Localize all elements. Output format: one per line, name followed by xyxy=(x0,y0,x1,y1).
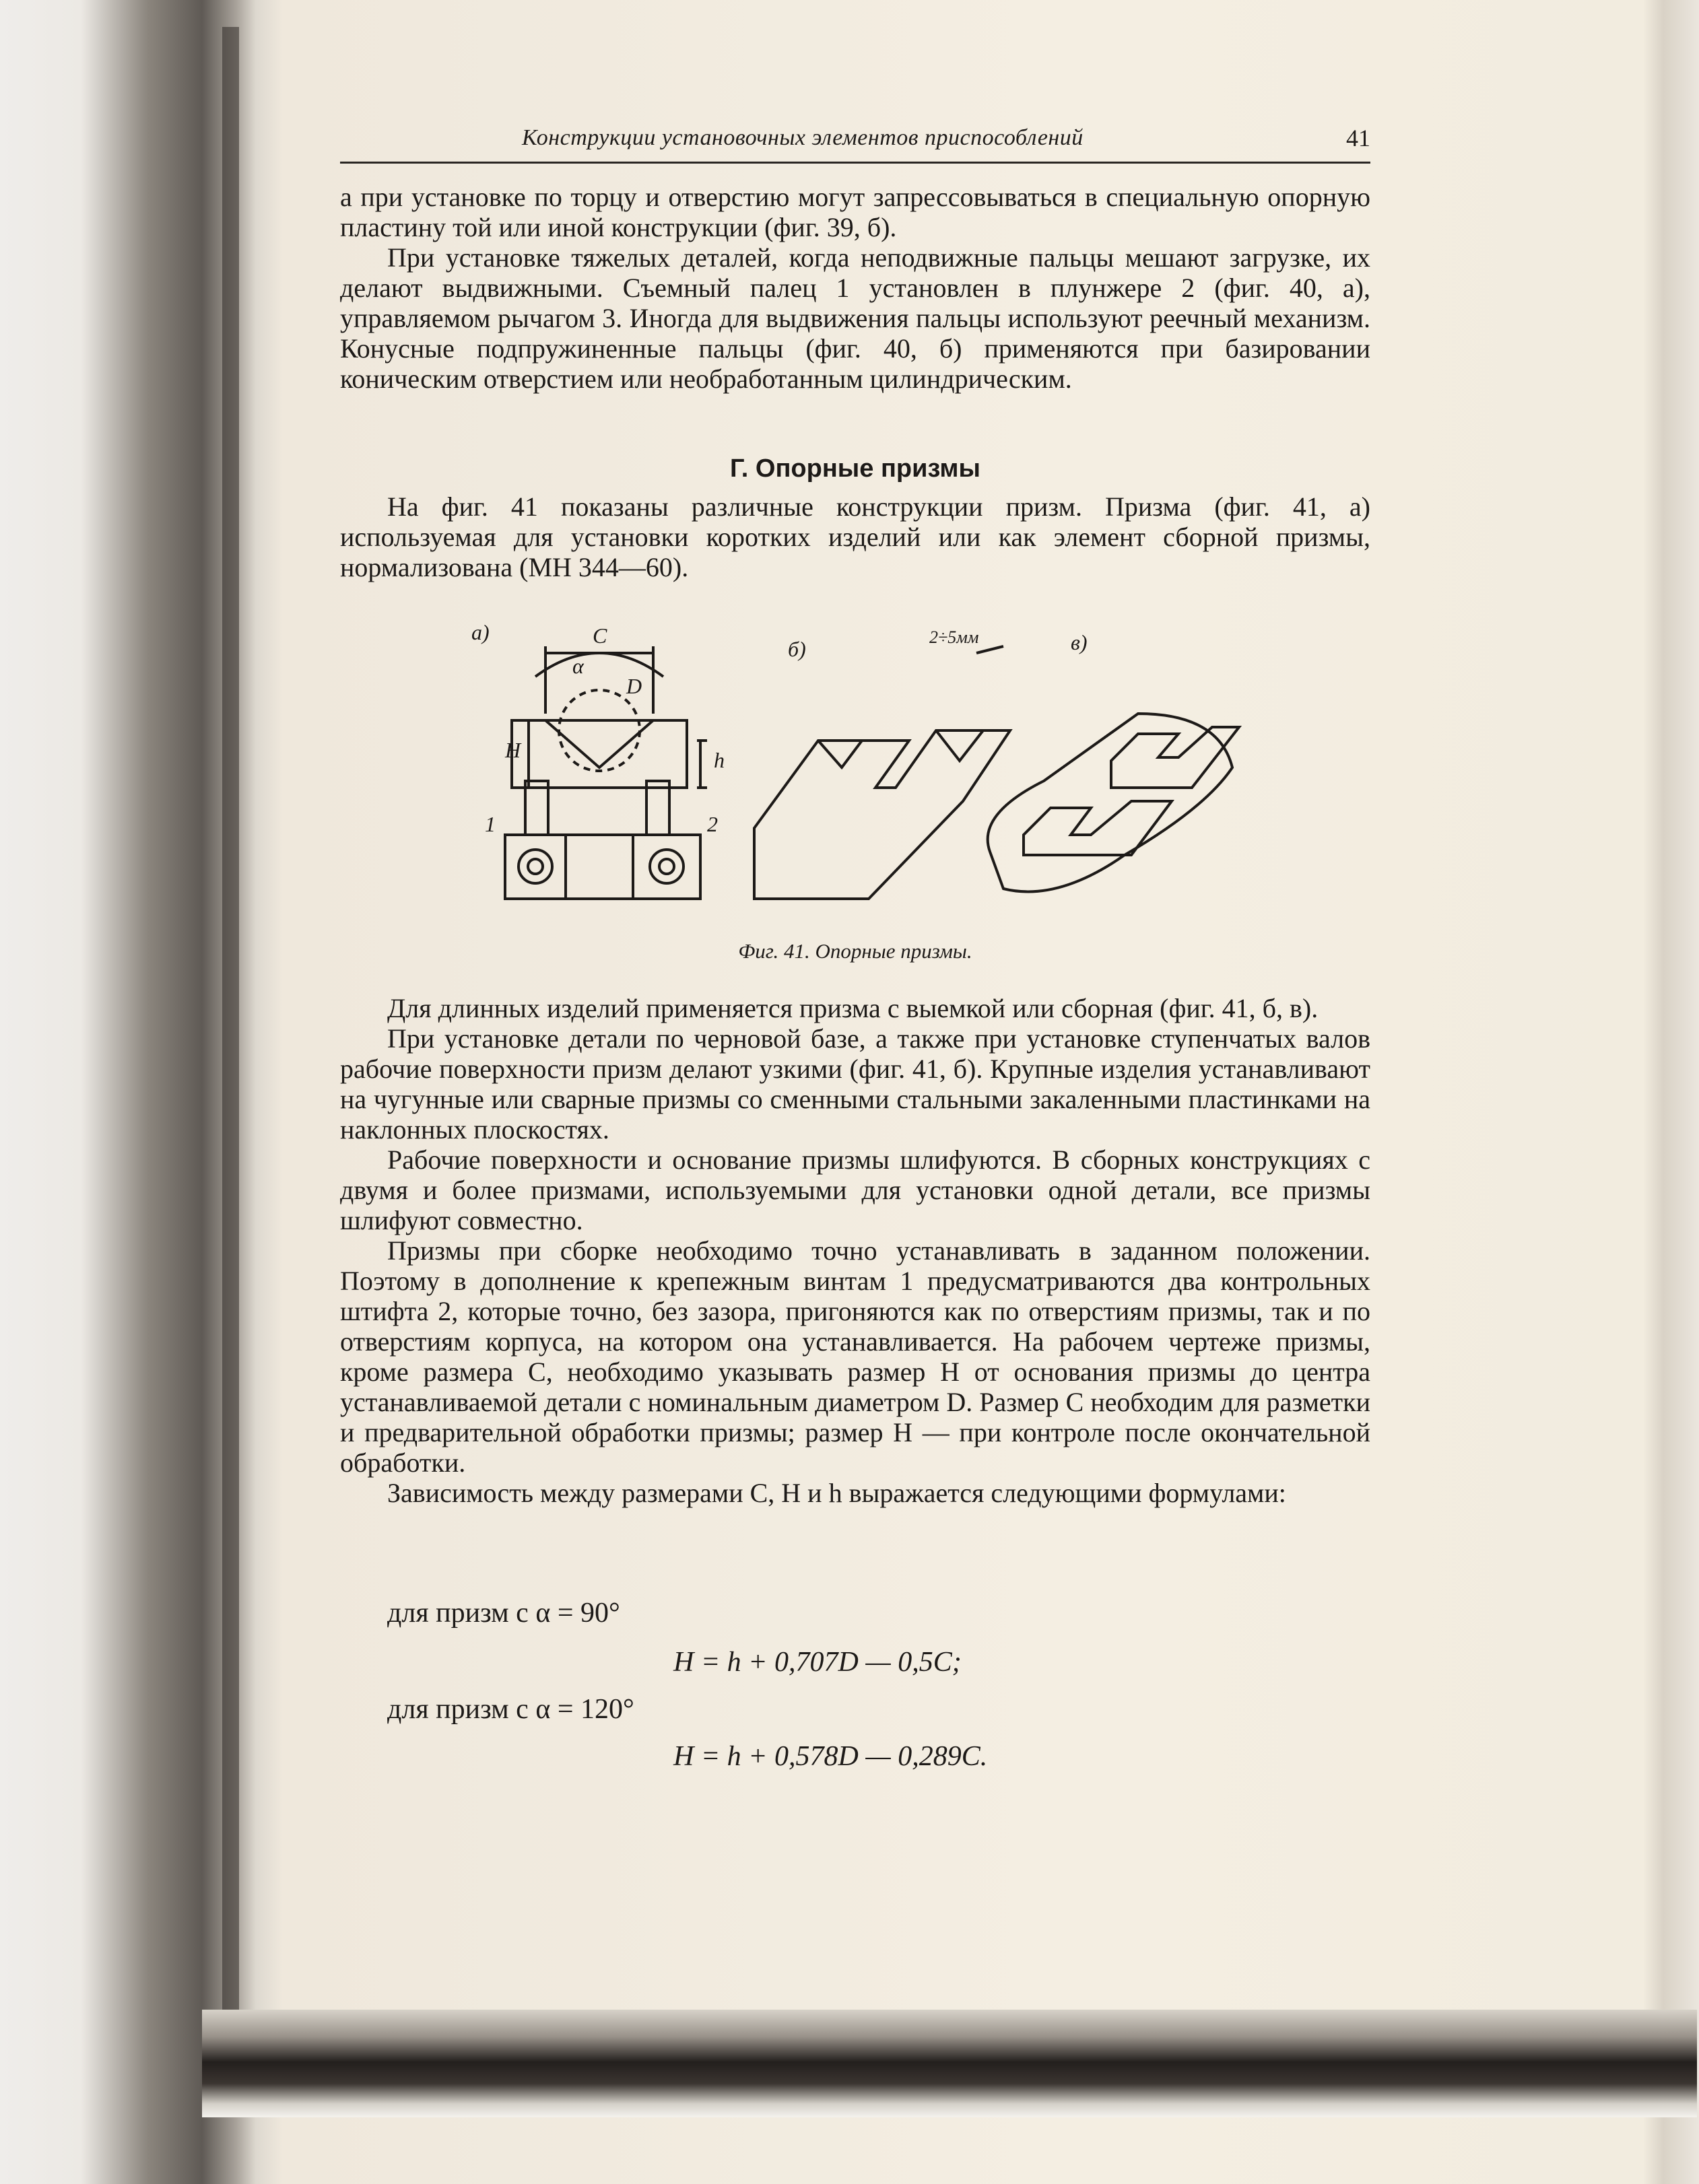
text-block-2 xyxy=(340,491,1370,582)
dim-alpha-label: α xyxy=(572,654,584,678)
callout-2: 2 xyxy=(707,812,718,836)
book-spine-shadow xyxy=(222,27,239,2087)
label-b: б) xyxy=(788,637,806,661)
dim-H-label: H xyxy=(505,738,521,762)
label-v: в) xyxy=(1071,630,1088,654)
formula-intro-1: для призм с α = 90° xyxy=(387,1598,620,1629)
paragraph-1: а при установке по торцу и отверстию могут запрессовываться в специальную опорную пластину той или иной конструкции (фиг. 39, б). xyxy=(340,182,1370,242)
figure-caption: Фиг. 41. Опорные призмы. xyxy=(738,939,972,963)
prism-v-block-front xyxy=(1024,801,1172,855)
dim-d-label: D xyxy=(626,674,642,698)
prism-b-gap-leader xyxy=(976,646,1003,653)
prism-b-groove-2 xyxy=(936,730,983,761)
label-a: а) xyxy=(471,620,490,644)
angle-arc xyxy=(535,653,663,677)
running-head xyxy=(340,121,1370,164)
formula-2: H = h + 0,578D — 0,289C. xyxy=(673,1741,988,1772)
plan-groove-lines xyxy=(566,835,633,899)
running-title: Конструкции установочных элементов приспособлений xyxy=(522,125,1084,150)
dimension-H-line xyxy=(525,720,535,788)
paragraph-8: Зависимость между размерами C, H и h выражается следующими формулами: xyxy=(387,1478,1286,1508)
dimension-h-line xyxy=(697,741,707,788)
paragraph-2: При установке тяжелых деталей, когда неподвижные пальцы мешают загрузке, их делают выдвижными. Съемный палец 1 установлен в плунжере 2 (фиг. 40, а), управляемом рычагом 3. Иногда для выдвижения пальцы используют реечный механизм. Конусные подпружиненные пальцы (фиг. 40, б) применяются при базировании коническим отверстием или необработанным цилиндрическим. xyxy=(340,242,1370,394)
prism-b-groove-1 xyxy=(818,741,862,767)
prism-a-plan-outline xyxy=(505,835,700,899)
figure-41-drawing xyxy=(465,613,1259,902)
callout-1: 1 xyxy=(485,812,496,836)
workpiece-circle xyxy=(559,690,640,771)
prism-v-block-back xyxy=(1111,727,1239,788)
dim-c-label: C xyxy=(593,623,607,648)
prism-a-section-outline xyxy=(512,720,687,788)
page-number: 41 xyxy=(1346,125,1370,151)
dim-gap-label: 2÷5мм xyxy=(929,627,979,647)
formula-intro-2: для призм с α = 120° xyxy=(387,1694,634,1725)
text-block-1 xyxy=(340,182,1370,394)
section-heading: Г. Опорные призмы xyxy=(730,454,980,483)
prism-b-outline xyxy=(754,730,1010,899)
dim-h-label: h xyxy=(714,748,725,772)
paragraph-4: Для длинных изделий применяется призма с выемкой или сборная (фиг. 41, б, в). xyxy=(387,993,1319,1023)
paragraph-3: На фиг. 41 показаны различные конструкции призм. Призма (фиг. 41, а) используемая для установки коротких изделий или как элемент сборной призмы, нормализована (МН 344—60). xyxy=(340,491,1370,582)
formula-1: H = h + 0,707D — 0,5C; xyxy=(673,1647,962,1678)
page-bottom-edge xyxy=(202,2010,1697,2117)
paragraph-7: Призмы при сборке необходимо точно устанавливать в заданном положении. Поэтому в дополнение к крепежным винтам 1 предусматриваются два контрольных штифта 2, которые точно, без зазора, пригоняются как по отверстиям призмы, так и по отверстиям корпуса, на котором она устанавливается. На рабочем чертеже призмы, кроме размера C, необходимо указывать размер H от основания призмы до центра устанавливаемой детали с номинальным диаметром D. Размер C необходим для разметки и предварительной обработки призмы; размер H — при контроле после окончательной обработки. xyxy=(340,1235,1370,1478)
text-block-3 xyxy=(340,993,1370,1508)
hole-2 xyxy=(650,850,684,883)
paragraph-5: При установке детали по черновой базе, а также при установке ступенчатых валов рабочие поверхности призм делают узкими (фиг. 41, б). Крупные изделия устанавливают на чугунные или сварные призмы со сменными стальными закаленными пластинками на наклонных плоскостях. xyxy=(340,1023,1370,1145)
hole-1 xyxy=(519,850,552,883)
paragraph-6: Рабочие поверхности и основание призмы шлифуются. В сборных конструкциях с двумя и более призмами, используемыми для установки одной детали, все призмы шлифуют совместно. xyxy=(340,1145,1370,1235)
